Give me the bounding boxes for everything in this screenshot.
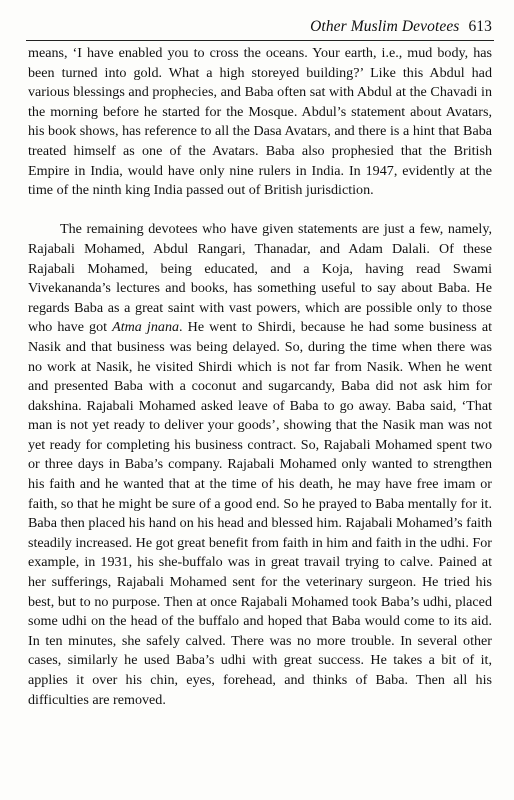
paragraph-text-after-term: . He went to Shirdi, because he had some business at Nasik and that business was being delayed. So, during the time when there was no work at Nasik, he visited Shirdi which is not far from Nasik. When he went and presented Baba with a coconut and sugarcandy, Baba did not ask him for dakshina. Rajabali Mohamed asked leave of Baba to go away. Baba said, ‘That man is not yet ready to deliver your goods’, showing that the Nasik man was not yet ready for completing his business contract. So, Rajabali Mohamed spent two or three days in Baba’s company. Rajabali Mohamed only wanted to strengthen his faith and he wanted that at the time of his death, he may have free imam or faith, so that he might be sure of a good end. So he prayed to Baba mentally for it. Baba then placed his hand on his head and blessed him. Rajabali Mohamed’s faith steadily increased. He got great benefit from faith in him and faith in the udhi. For example, in 1931, his she-buffalo was in great travail trying to calve. Pained at her sufferings, Rajabali Mohamed sent for the veterinary surgeon. He tried his best, but to no purpose. Then at once Rajabali Mohamed took Baba’s udhi, placed some udhi on the head of the buffalo and hoped that Baba would come to its aid. In ten minutes, she safely calved. There was no more trouble. In several other cases, similarly he used Baba’s udhi with great success. He takes a bit of it, applies it over his chin, eyes, forehead, and thinks of Baba. Then all his difficulties are removed. bbox=[28, 319, 492, 708]
running-header bbox=[22, 18, 492, 38]
chapter-title: Other Muslim Devotees bbox=[310, 18, 460, 35]
italic-term: Atma jnana bbox=[112, 319, 180, 336]
header-rule bbox=[26, 40, 494, 41]
paragraph-remaining-devotees bbox=[28, 220, 492, 710]
paragraph-continued: means, ‘I have enabled you to cross the oceans. Your earth, i.e., mud body, has been turned into gold. What a high storeyed building?’ Like this Abdul had various blessings and prophecies, and Baba often sat with Abdul at the Chavadi in the morning before he started for the Mosque. Abdul’s statement about Avatars, his book shows, has reference to all the Dasa Avatars, and there is a hint that Baba treated himself as one of the Avatars. Baba also prophesied that the British Empire in India, would have only nine rulers in India. In 1947, evidently at the time of the ninth king India passed out of British jurisdiction. bbox=[28, 45, 492, 199]
paragraph-text-before-term: The remaining devotees who have given statements are just a few, namely, Rajabali Mohamed, Abdul Rangari, Thanadar, and Adam Dalali. Of these Rajabali Mohamed, being educated, and a Koja, having read Swami Vivekananda’s lectures and books, has something useful to say about Baba. He regards Baba as a great saint with vast powers, which are possible only to those who have got bbox=[28, 221, 492, 336]
page-number: 613 bbox=[468, 18, 492, 35]
body-text bbox=[28, 44, 492, 710]
